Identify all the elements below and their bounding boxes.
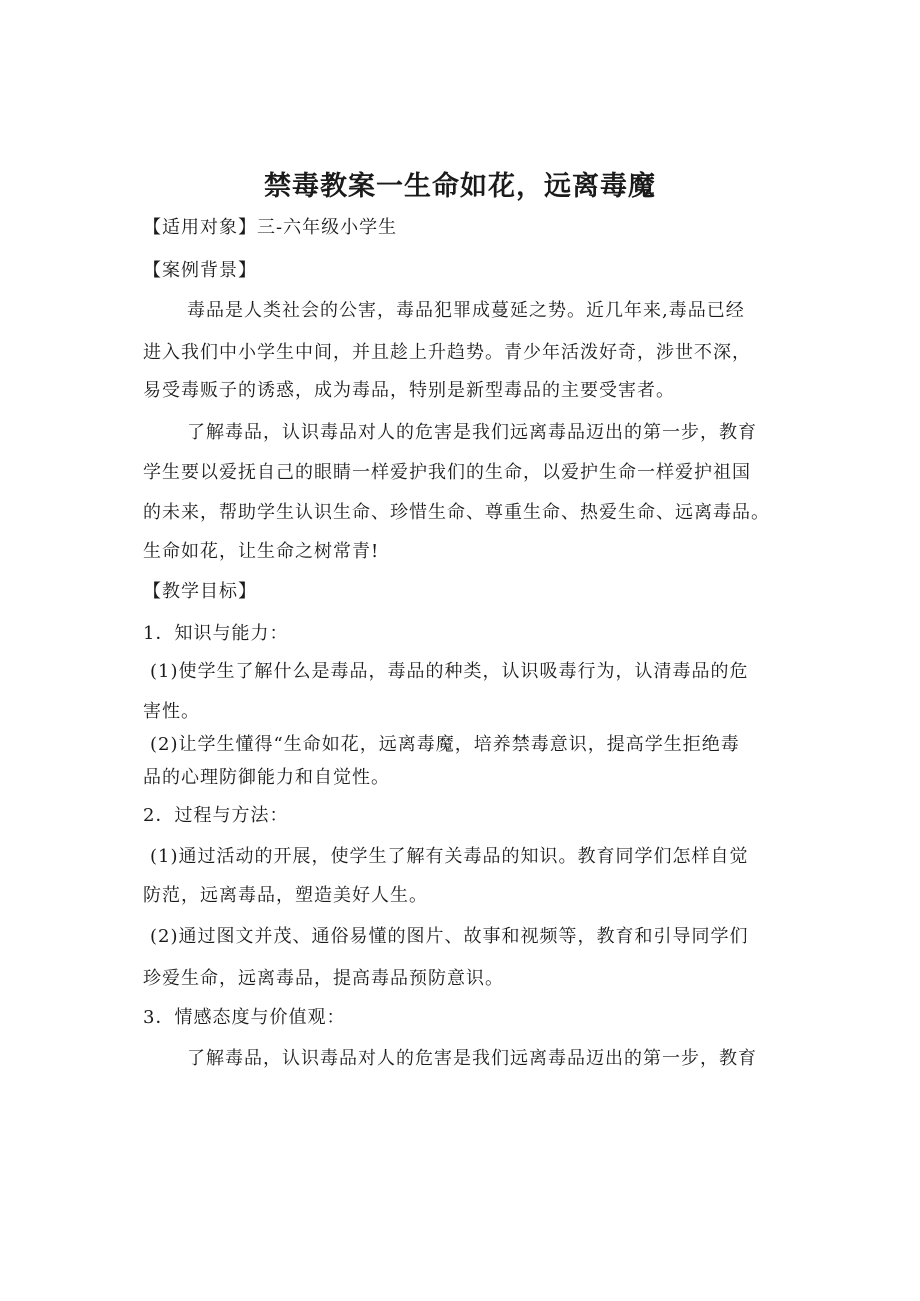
text-line: 品的心理防御能力和自觉性。 xyxy=(143,767,390,788)
text-line: 学生要以爱抚自己的眼睛一样爱护我们的生命，以爱护生命一样爱护祖国 xyxy=(143,462,751,483)
text-line: (2)让学生懂得“生命如花，远离毒魔，培养禁毒意识，提高学生拒绝毒 xyxy=(150,734,740,755)
heading-background: 【案例背景】 xyxy=(143,260,257,281)
text-line: (1)通过活动的开展，使学生了解有关毒品的知识。教育同学们怎样自觉 xyxy=(150,846,749,867)
text-line: 珍爱生命，远离毒品，提高毒品预防意识。 xyxy=(143,968,504,989)
text-line: (2)通过图文并茂、通俗易懂的图片、故事和视频等，教育和引导同学们 xyxy=(150,926,749,947)
text-line: 生命如花，让生命之树常青! xyxy=(143,541,380,562)
text-line: 进入我们中小学生中间，并且趁上升趋势。青少年活泼好奇，涉世不深， xyxy=(143,342,751,363)
text-line: 易受毒贩子的诱惑，成为毒品，特别是新型毒品的主要受害者。 xyxy=(143,380,675,401)
text-line: 防范，远离毒品，塑造美好人生。 xyxy=(143,885,428,906)
text-line: 毒品是人类社会的公害，毒品犯罪成蔓延之势。近几年来,毒品已经 xyxy=(187,300,745,321)
text-line-audience: 【适用对象】三-六年级小学生 xyxy=(143,217,398,238)
text-line: 了解毒品，认识毒品对人的危害是我们远离毒品迈出的第一步，教育 xyxy=(187,1048,757,1069)
text-line: 了解毒品，认识毒品对人的危害是我们远离毒品迈出的第一步，教育 xyxy=(187,422,757,443)
heading-process: 2．过程与方法： xyxy=(143,805,289,826)
text-line: 害性。 xyxy=(143,701,200,722)
document-title: 禁毒教案一生命如花，远离毒魔 xyxy=(264,171,656,202)
heading-knowledge: 1．知识与能力： xyxy=(143,623,289,644)
text-line: 的未来，帮助学生认识生命、珍惜生命、尊重生命、热爱生命、远离毒品。 xyxy=(143,502,770,523)
heading-attitude: 3．情感态度与价值观： xyxy=(143,1007,346,1028)
heading-goals: 【教学目标】 xyxy=(143,581,257,602)
text-line: (1)使学生了解什么是毒品，毒品的种类，认识吸毒行为，认清毒品的危 xyxy=(150,661,749,682)
